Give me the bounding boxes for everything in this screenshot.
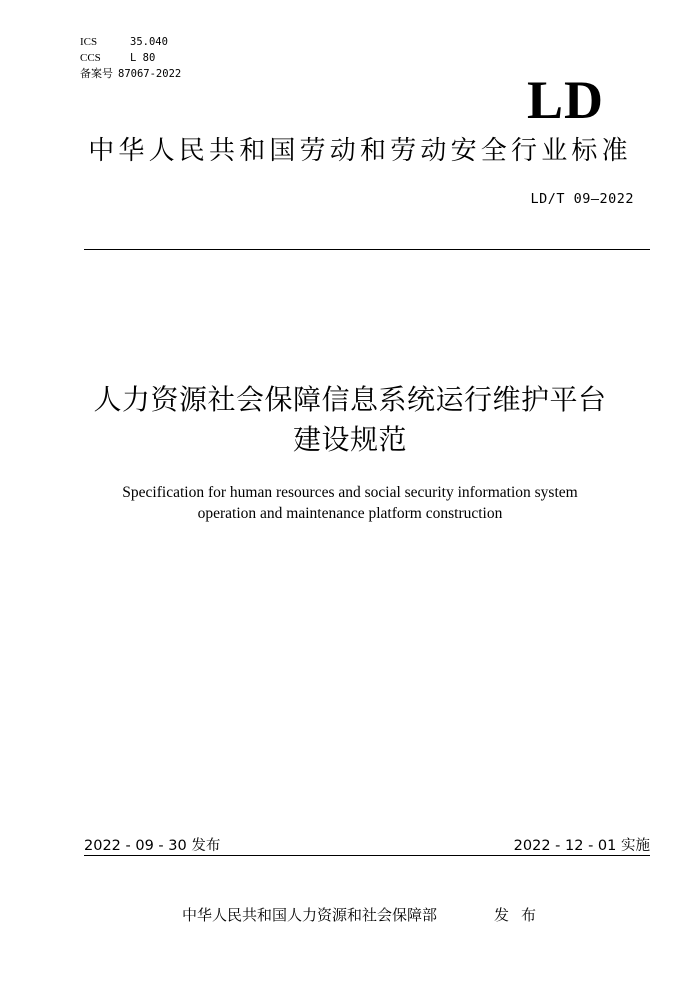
title-cn-line-2: 建设规范: [292, 423, 407, 456]
ics-row: [80, 34, 181, 50]
record-value: 87067-2022: [118, 68, 182, 80]
ccs-row: [80, 50, 181, 66]
title-cn-line-1: 人力资源社会保障信息系统运行维护平台: [93, 383, 607, 416]
record-label: 备案号: [80, 67, 113, 80]
record-row: [80, 66, 181, 82]
ics-value: 35.040: [130, 36, 168, 48]
issuing-authority: 中华人民共和国人力资源和社会保障部: [182, 906, 438, 924]
issue-word: 发布: [494, 906, 549, 924]
ccs-value: L 80: [130, 52, 156, 64]
top-divider: [84, 249, 650, 250]
title-en-line-1: Specification for human resources and social security information system: [122, 484, 578, 501]
ccs-label: CCS: [80, 52, 101, 64]
bottom-divider: [84, 855, 650, 856]
classification-block: [80, 34, 181, 82]
standard-category-title: 中华人民共和国劳动和劳动安全行业标准: [88, 136, 632, 166]
ics-label: ICS: [80, 36, 98, 48]
title-en-line-2: operation and maintenance platform construction: [197, 505, 503, 522]
document-title-cn: [0, 380, 700, 460]
document-title-en: [0, 482, 700, 524]
publish-date: 2022 - 09 - 30 发布: [84, 838, 221, 854]
standard-logo: LD: [526, 70, 604, 130]
implement-date: 2022 - 12 - 01 实施: [513, 838, 650, 854]
standard-code: LD/T 09—2022: [530, 191, 634, 207]
